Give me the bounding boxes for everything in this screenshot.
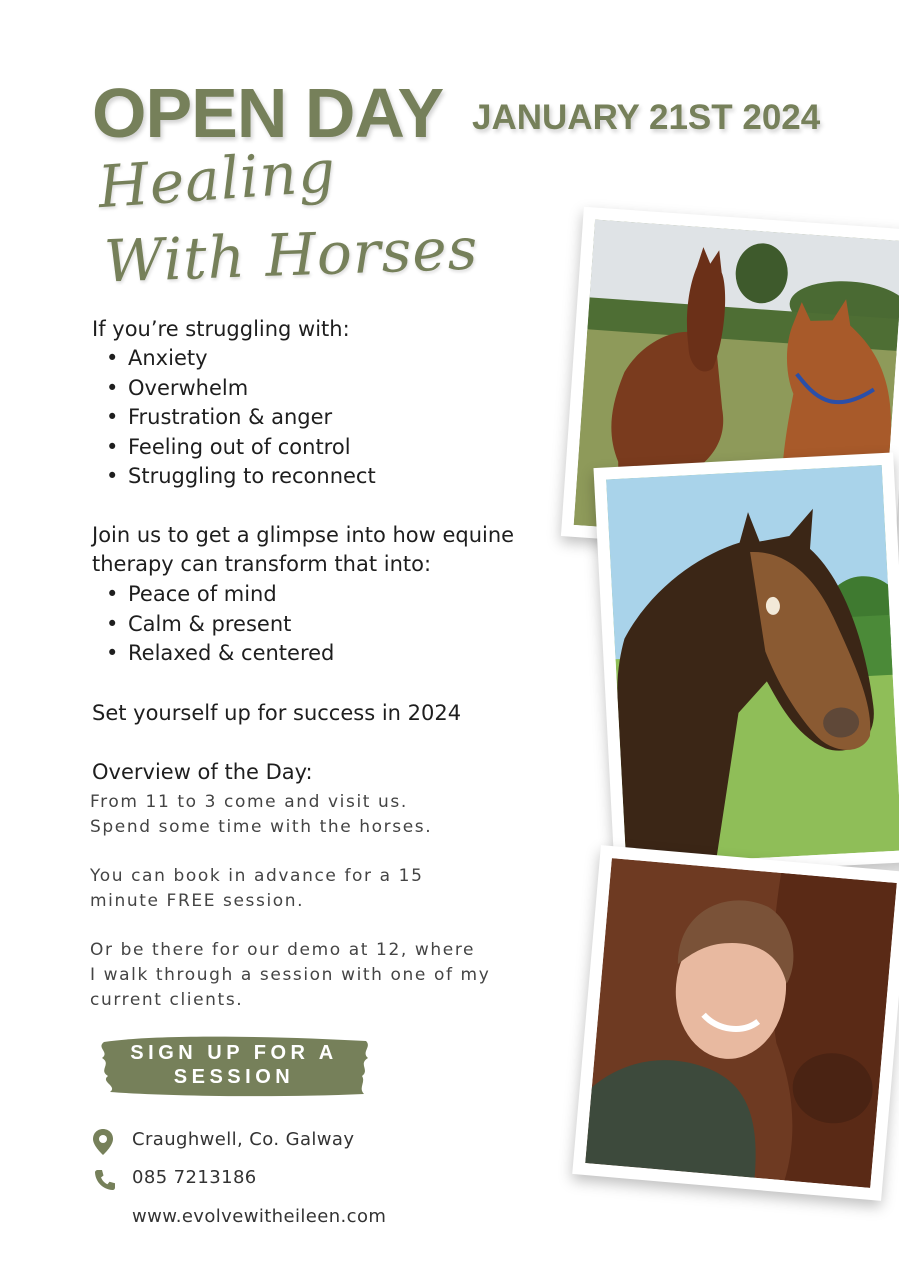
photo-horse-portrait <box>593 452 899 877</box>
list-item: • Overwhelm <box>92 374 376 404</box>
list-item: • Struggling to reconnect <box>92 462 376 492</box>
list-item: • Frustration & anger <box>92 403 376 433</box>
sign-up-label-1: SIGN UP FOR A <box>130 1042 338 1064</box>
open-day-title: OPEN DAY <box>92 74 444 152</box>
overview-p2-line-1: You can book in advance for a 15 <box>90 866 424 886</box>
location-pin-icon <box>92 1128 114 1156</box>
website-link[interactable]: www.evolvewitheileen.com <box>132 1206 387 1227</box>
benefits-list <box>92 580 334 669</box>
list-item: • Anxiety <box>92 344 376 374</box>
list-item: • Peace of mind <box>92 580 334 610</box>
location-text: Craughwell, Co. Galway <box>132 1129 355 1150</box>
overview-p2-line-2: minute FREE session. <box>90 891 305 911</box>
overview-p1-line-1: From 11 to 3 come and visit us. <box>90 792 408 812</box>
list-item: • Calm & present <box>92 610 334 640</box>
phone-text: 085 7213186 <box>132 1167 257 1188</box>
overview-heading: Overview of the Day: <box>92 760 313 784</box>
join-text-line-1: Join us to get a glimpse into how equine <box>92 523 515 547</box>
struggles-list <box>92 344 376 492</box>
list-item: • Feeling out of control <box>92 433 376 463</box>
script-title-line-1: Healing <box>95 136 339 222</box>
struggles-lead: If you’re struggling with: <box>92 317 350 341</box>
event-date: JANUARY 21ST 2024 <box>472 98 821 137</box>
phone-icon <box>93 1168 117 1192</box>
horse-portrait-image <box>606 465 899 865</box>
sign-up-button[interactable] <box>96 1032 372 1098</box>
list-item: • Relaxed & centered <box>92 639 334 669</box>
photo-woman-with-horse <box>572 845 899 1201</box>
overview-p3-line-2: I walk through a session with one of my <box>90 965 491 985</box>
script-title-line-2: With Horses <box>102 214 480 296</box>
overview-p1-line-2: Spend some time with the horses. <box>90 817 433 837</box>
overview-p3-line-1: Or be there for our demo at 12, where <box>90 940 476 960</box>
success-text: Set yourself up for success in 2024 <box>92 701 462 725</box>
overview-p3-line-3: current clients. <box>90 990 244 1010</box>
join-text-line-2: therapy can transform that into: <box>92 552 432 576</box>
sign-up-label-2: SESSION <box>173 1066 295 1088</box>
woman-with-horse-image <box>585 858 897 1188</box>
